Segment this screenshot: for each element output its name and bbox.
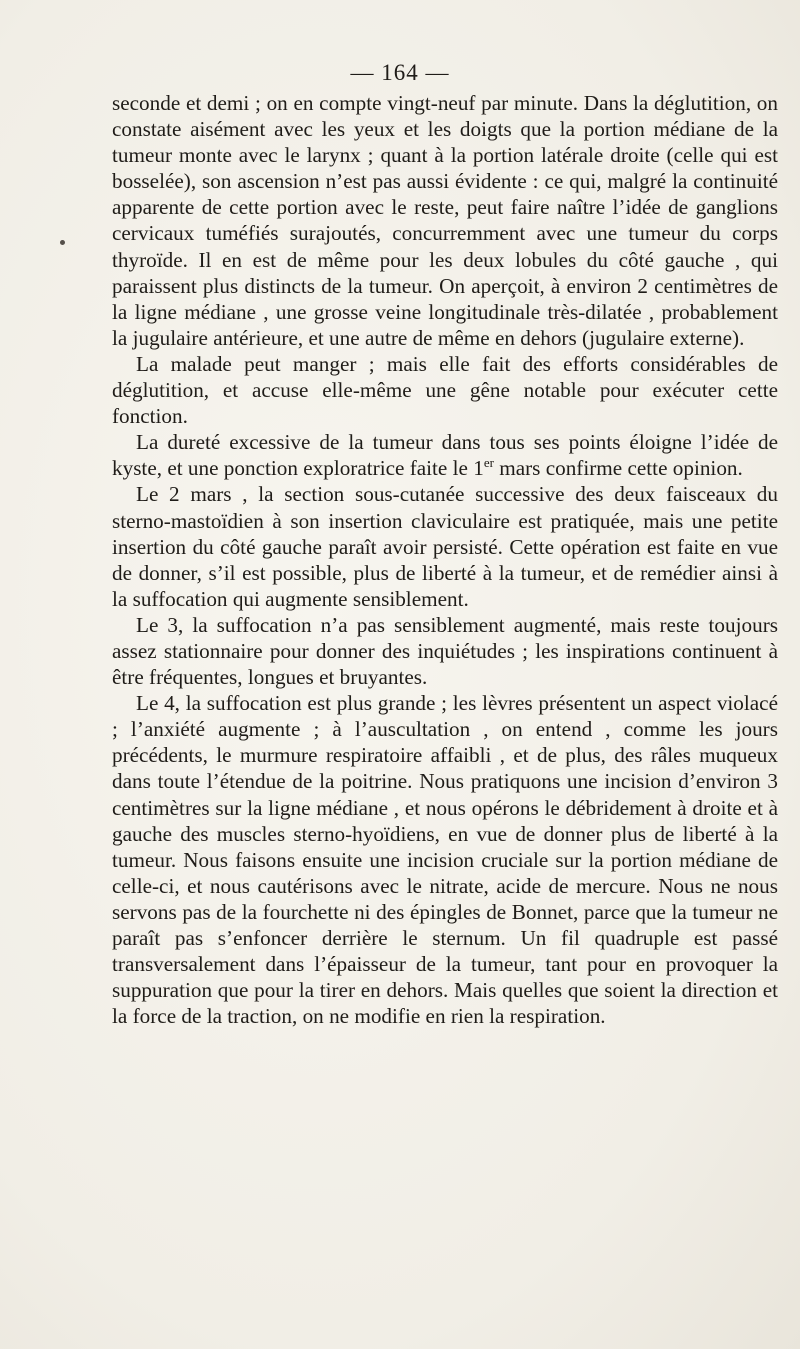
paragraph-1: seconde et demi ; on en compte vingt-neuf par minute. Dans la déglutition, on constate aisément avec les yeux et les doigts que la portion médiane de la tumeur monte avec le larynx ; quant à la portion latérale droite (celle qui est bosselée), son ascension n’est pas aussi évidente : ce qui, malgré la continuité apparente de cette portion avec le reste, peut faire naître l’idée de ganglions cervicaux tuméfiés surajoutés, concurremment avec une tumeur du corps thyroïde. Il en est de même pour les deux lobules du côté gauche , qui paraissent plus distincts de la tumeur. On aperçoit, à environ 2 centimètres de la ligne médiane , une grosse veine longitudinale très-dilatée , probablement la jugulaire antérieure, et une autre de même en dehors (jugulaire externe). [112,91,778,350]
paragraph-3-text-after: mars confirme cette opinion. [493,456,743,481]
paragraph-2: La malade peut manger ; mais elle fait des efforts considérables de déglutition, et accuse elle-même une gêne notable pour exécuter cette fonction. [112,351,778,429]
paragraph-3-text-before: La dureté excessive de la tumeur dans tous ses points éloigne l’idée de kyste, et une ponction exploratrice faite le 1 [112,430,778,481]
paragraph-4: Le 2 mars , la section sous-cutanée successive des deux faisceaux du sterno-mastoïdien à son insertion claviculaire est pratiquée, mais une petite insertion du côté gauche paraît avoir persisté. Cette opération est faite en vue de donner, s’il est possible, plus de liberté à la tumeur, et de remédier ainsi à la suffocation qui augmente sensiblement. [112,482,778,611]
paragraph-5: Le 3, la suffocation n’a pas sensiblement augmenté, mais reste toujours assez stationnaire pour donner des inquiétudes ; les inspirations continuent à être fréquentes, longues et bruyantes. [112,612,778,690]
ink-speck [60,240,65,245]
superscript-er: er [483,455,494,471]
body-text [112,90,778,1029]
paragraph-3 [112,429,778,481]
paragraph-6: Le 4, la suffocation est plus grande ; les lèvres présentent un aspect violacé ; l’anxiété augmente ; à l’auscultation , on entend , comme les jours précédents, le murmure respiratoire affaibli , et de plus, des râles muqueux dans toute l’étendue de la poitrine. Nous pratiquons une incision d’environ 3 centimètres sur la ligne médiane , et nous opérons le débridement à droite et à gauche des muscles sterno-hyoïdiens, en vue de donner plus de liberté à la tumeur. Nous faisons ensuite une incision cruciale sur la portion médiane de celle-ci, et nous cautérisons avec le nitrate, acide de mercure. Nous ne nous servons pas de la fourchette ni des épingles de Bonnet, parce que la tumeur ne paraît pas s’enfoncer derrière le sternum. Un fil quadruple est passé transversalement dans l’épaisseur de la tumeur, tant pour en provoquer la suppuration que pour la tirer en dehors. Mais quelles que soient la direction et la force de la traction, on ne modifie en rien la respiration. [112,691,778,1029]
page-number: — 164 — [350,60,450,85]
